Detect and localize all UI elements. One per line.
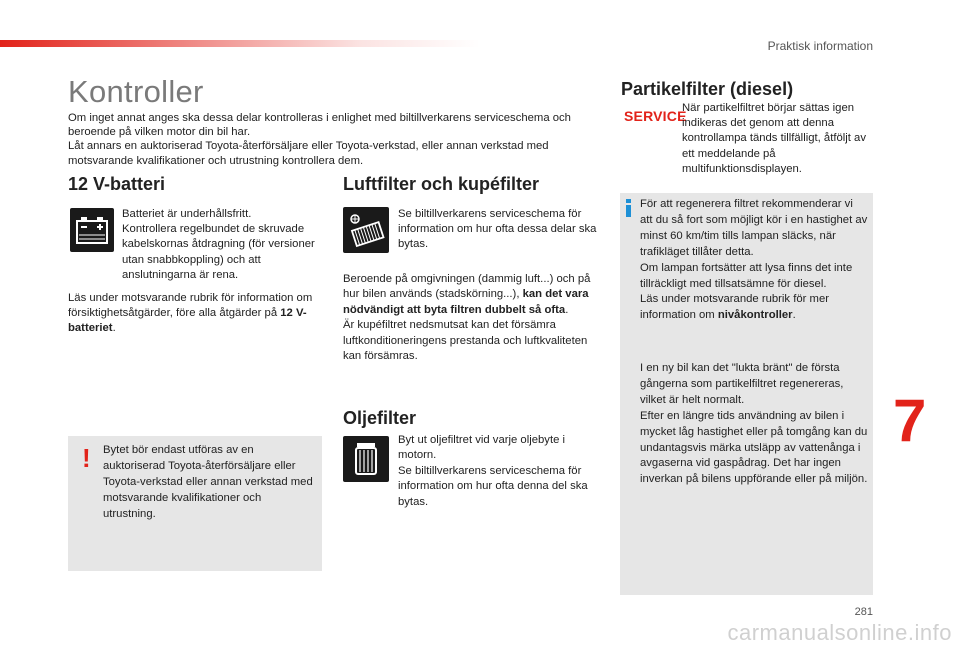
- oilfilter-text-2: Se biltillverkarens serviceschema för information om hur ofta denna del ska bytas.: [398, 464, 588, 508]
- air-filter-icon: [343, 207, 389, 253]
- header-accent-bar: [0, 40, 480, 47]
- intro-paragraph-1: Om inget annat anges ska dessa delar kontrolleras i enlighet med biltillverkarens serviceschema och beroende på vilken motor din bil har.: [68, 112, 571, 139]
- info-paragraph-4: I en ny bil kan det "lukta bränt" de första gångerna som partikelfiltret regenereras, vilket är helt normalt.: [640, 362, 844, 406]
- battery-icon: [70, 208, 114, 252]
- watermark: carmanualsonline.info: [727, 620, 952, 645]
- airfilter-text-2: Beroende på omgivningen (dammig luft...) och på hur bilen används (stadskörning...),: [343, 273, 591, 301]
- page-number: 281: [854, 606, 873, 618]
- info-text-block-2: [640, 361, 868, 488]
- info-paragraph-3: Läs under motsvarande rubrik för mer information om: [640, 293, 829, 322]
- oil-filter-icon: [343, 436, 389, 482]
- battery-text: [122, 207, 327, 283]
- battery-text-1: Batteriet är underhållsfritt.: [122, 208, 252, 220]
- section-header: Praktisk information: [767, 39, 873, 53]
- info-paragraph-2: Om lampan fortsätter att lysa finns det inte tillräckligt med tillsatsämne för diesel.: [640, 261, 853, 290]
- particle-heading: Partikelfilter (diesel): [621, 79, 794, 99]
- info-paragraph-3-end: .: [792, 309, 796, 322]
- info-text-block-1: [640, 197, 868, 324]
- warning-text: Bytet bör endast utföras av en auktoriserad Toyota-återförsäljare eller Toyota-verkstad eller annan verkstad med motsvarande kvalifikationer och utrustning.: [103, 444, 313, 520]
- battery-ref-text: Läs under motsvarande rubrik för information om försiktighetsåtgärder, före alla åtgärder på: [68, 292, 313, 320]
- info-icon: [626, 199, 631, 217]
- airfilter-text-2-end: .: [565, 303, 569, 316]
- chapter-number: 7: [893, 387, 927, 454]
- info-paragraph-1: För att regenerera filtret rekommenderar vi att du så fort som möjligt kör i en hastighet av minst 60 km/tim tills lampan släcks, när trafikläget tillåter detta.: [640, 198, 868, 258]
- airfilter-text-2-bold: kan det vara nödvändigt att byta filtren dubbelt så ofta: [343, 288, 589, 316]
- airfilter-text-1: Se biltillverkarens serviceschema för information om hur ofta dessa delar ska bytas.: [398, 208, 597, 250]
- airfilter-text-3: Är kupéfiltret nedsmutsat kan det försämra luftkonditioneringens prestanda och luftkvaliteten kan försämras.: [343, 319, 588, 363]
- airfilter-text-block: [343, 272, 598, 364]
- info-paragraph-3-bold: nivåkontroller: [717, 309, 793, 322]
- airfilter-heading: Luftfilter och kupéfilter: [343, 174, 540, 194]
- battery-reference: [68, 291, 328, 337]
- oilfilter-heading: Oljefilter: [343, 408, 417, 428]
- battery-ref-bold: 12 V-batteriet: [68, 307, 307, 335]
- battery-heading: 12 V-batteri: [68, 174, 166, 194]
- page-title: Kontroller: [68, 74, 204, 109]
- warning-icon: !: [82, 443, 91, 473]
- battery-ref-end: .: [112, 322, 116, 335]
- service-warning-light: SERVICE: [624, 108, 687, 124]
- oilfilter-text-1: Byt ut oljefiltret vid varje oljebyte i motorn.: [398, 434, 566, 462]
- battery-text-2: Kontrollera regelbundet de skruvade kabelskornas åtdragning (för versioner utan snabbkoppling) och att anslutningarna är rena.: [122, 223, 315, 281]
- info-paragraph-5: Efter en längre tids användning av bilen i mycket låg hastighet eller på tomgång kan du undantagsvis märka utsläpp av vattenånga i avgaserna vid gaspådrag. Det har ingen inverkan på bilens uppförande eller på miljön.: [640, 409, 868, 486]
- intro-paragraph-2: Låt annars en auktoriserad Toyota-återförsäljare eller Toyota-verkstad, eller annan verkstad med motsvarande kvalifikationer och utrustning kontrollera dem.: [68, 140, 549, 167]
- particle-text: När partikelfiltret börjar sättas igen indikeras det genom att denna kontrollampa tänds tillfälligt, åtföljt av ett meddelande på multifunktionsdisplayen.: [682, 102, 866, 175]
- intro-text: [68, 111, 593, 168]
- oilfilter-text: [398, 433, 598, 510]
